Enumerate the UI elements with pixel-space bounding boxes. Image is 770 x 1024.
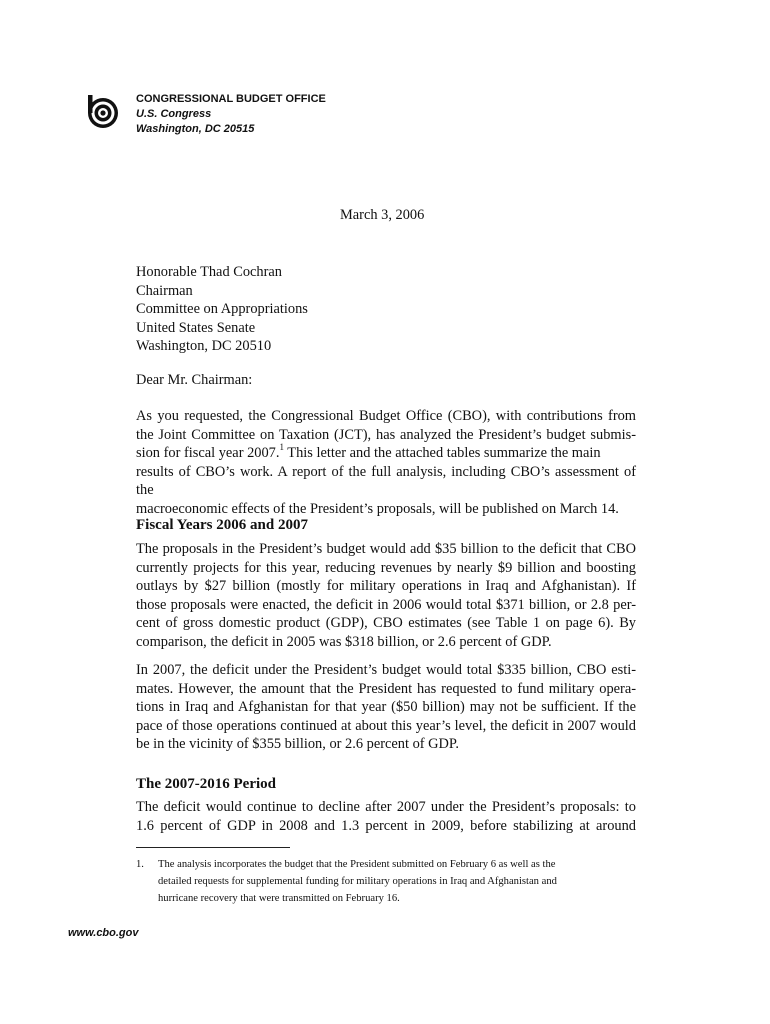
letterhead-congress: U.S. Congress bbox=[136, 108, 212, 120]
footnote-line: hurricane recovery that were transmitted on February 16. bbox=[158, 893, 400, 904]
paragraph-line: tions in Iraq and Afghanistan for that year ($50 billion) may not be sufficient. If the bbox=[136, 699, 636, 716]
paragraph-line: cent of gross domestic product (GDP), CBO estimates (see Table 1 on page 6). By bbox=[136, 615, 636, 632]
address-line: United States Senate bbox=[136, 319, 256, 336]
paragraph-line: outlays by $27 billion (mostly for military operations in Iraq and Afghanistan). If bbox=[136, 578, 636, 595]
website-link[interactable]: www.cbo.gov bbox=[68, 927, 139, 939]
letterhead-city: Washington, DC 20515 bbox=[136, 123, 255, 135]
paragraph-line: those proposals were enacted, the deficit in 2006 would total $371 billion, or 2.8 per- bbox=[136, 596, 636, 613]
paragraph-line: macroeconomic effects of the President’s proposals, will be published on March 14. bbox=[136, 500, 619, 517]
paragraph-line: The proposals in the President’s budget would add $35 billion to the deficit that CBO bbox=[136, 541, 636, 557]
paragraph-line: pace of those operations continued at about this year’s level, the deficit in 2007 would bbox=[136, 717, 636, 734]
section-heading: Fiscal Years 2006 and 2007 bbox=[136, 517, 308, 533]
cbo-logo-icon bbox=[84, 92, 122, 130]
paragraph-line: mates. However, the amount that the President has requested to fund military opera- bbox=[136, 680, 636, 697]
paragraph-line: the Joint Committee on Taxation (JCT), has analyzed the President’s budget submis- bbox=[136, 426, 636, 443]
paragraph-line: results of CBO’s work. A report of the full analysis, including CBO’s assessment of the bbox=[136, 463, 636, 499]
address-line: Chairman bbox=[136, 282, 193, 299]
paragraph-line: 1.6 percent of GDP in 2008 and 1.3 percent in 2009, before stabilizing at around bbox=[136, 817, 636, 834]
section1-paragraph2 bbox=[136, 661, 636, 754]
footnote-line: detailed requests for supplemental funding for military operations in Iraq and Afghanistan and bbox=[158, 876, 557, 887]
footnote-number: 1. bbox=[136, 859, 144, 870]
paragraph-line: comparison, the deficit in 2005 was $318 billion, or 2.6 percent of GDP. bbox=[136, 633, 552, 650]
section1-paragraph1 bbox=[136, 540, 636, 652]
address-line: Honorable Thad Cochran bbox=[136, 264, 282, 280]
intro-paragraph bbox=[136, 407, 636, 519]
paragraph-line: The deficit would continue to decline after 2007 under the President’s proposals: to bbox=[136, 799, 636, 815]
footnote-divider bbox=[136, 847, 290, 848]
section2-paragraph1 bbox=[136, 798, 636, 835]
address-line: Washington, DC 20510 bbox=[136, 338, 272, 355]
footnote-ref: 1 bbox=[279, 442, 284, 453]
recipient-address bbox=[136, 263, 308, 356]
salutation: Dear Mr. Chairman: bbox=[136, 372, 253, 388]
line-text: This letter and the attached tables summarize the main bbox=[283, 445, 601, 462]
section-heading: The 2007-2016 Period bbox=[136, 776, 276, 792]
letter-date: March 3, 2006 bbox=[340, 207, 425, 223]
letterhead-org: CONGRESSIONAL BUDGET OFFICE bbox=[136, 93, 326, 105]
footnote-line: The analysis incorporates the budget that the President submitted on February 6 as well as the bbox=[158, 859, 556, 870]
address-line: Committee on Appropriations bbox=[136, 301, 308, 318]
line-text: sion for fiscal year 2007. bbox=[136, 445, 280, 462]
letterhead bbox=[136, 92, 326, 137]
footnote-text bbox=[158, 856, 636, 907]
paragraph-line: In 2007, the deficit under the President’s budget would total $335 billion, CBO esti- bbox=[136, 662, 636, 678]
paragraph-line: As you requested, the Congressional Budget Office (CBO), with contributions from bbox=[136, 408, 636, 424]
paragraph-line: currently projects for this year, reducing revenues by nearly $9 billion and boosting bbox=[136, 559, 636, 576]
paragraph-line: be in the vicinity of $355 billion, or 2.6 percent of GDP. bbox=[136, 736, 459, 753]
paragraph-line bbox=[136, 444, 636, 463]
